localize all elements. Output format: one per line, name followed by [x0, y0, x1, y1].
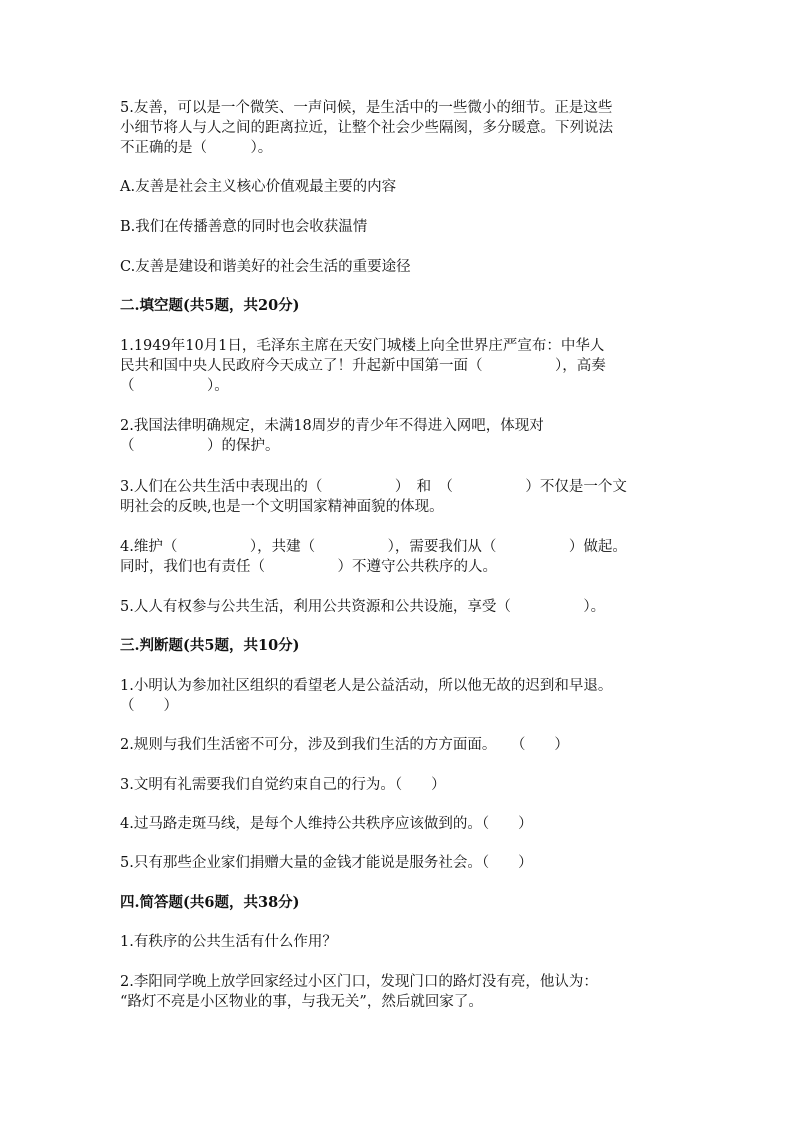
fill-q1-line-1: 1.1949年10月1日，毛泽东主席在天安门城楼上向全世界庄严宣布：中华人 [120, 338, 605, 354]
judge-q5-line-1: 5.只有那些企业家们捐赠大量的金钱才能说是服务社会。（ ） [120, 855, 533, 871]
judge-question-5 [120, 853, 680, 873]
fill-q4-line-1: 4.维护（ ），共建（ ），需要我们从（ ）做起。 [120, 539, 627, 555]
section-3-title-text: 三.判断题(共5题，共10分) [120, 637, 300, 654]
judge-question-1 [120, 676, 680, 716]
question-5-line-3: 不正确的是（ ）。 [120, 140, 273, 156]
fill-q5-line-1: 5.人人有权参与公共生活，利用公共资源和公共设施，享受（ ）。 [120, 599, 606, 615]
judge-q1-line-2: （ ） [120, 698, 178, 714]
fill-q2-line-2: （ ）的保护。 [120, 438, 280, 454]
question-5-line-2: 小细节将人与人之间的距离拉近，让整个社会少些隔阂，多分暖意。下列说法 [120, 120, 613, 136]
section-4-title-text: 四.简答题(共6题，共38分) [120, 894, 300, 911]
short-q2-line-1: 2.李阳同学晚上放学回家经过小区门口，发现门口的路灯没有亮，他认为： [120, 974, 598, 990]
question-5 [120, 98, 680, 158]
fill-q4-line-2: 同时，我们也有责任（ ）不遵守公共秩序的人。 [120, 559, 497, 575]
fill-question-4 [120, 537, 680, 577]
fill-q1-line-3: （ ）。 [120, 378, 229, 394]
judge-q4-line-1: 4.过马路走斑马线，是每个人维持公共秩序应该做到的。（ ） [120, 816, 533, 832]
fill-q2-line-1: 2.我国法律明确规定，未满18周岁的青少年不得进入网吧，体现对 [120, 418, 544, 434]
judge-question-2 [120, 735, 680, 755]
option-a [120, 177, 680, 197]
fill-question-3 [120, 477, 680, 517]
fill-q1-line-2: 民共和国中央人民政府今天成立了！升起新中国第一面（ ），高奏 [120, 358, 606, 374]
section-4-title [120, 893, 680, 913]
judge-question-3 [120, 775, 680, 795]
judge-q3-line-1: 3.文明有礼需要我们自觉约束自己的行为。（ ） [120, 777, 446, 793]
judge-question-4 [120, 814, 680, 834]
section-2-title [120, 296, 680, 316]
question-5-line-1: 5.友善，可以是一个微笑、一声问候，是生活中的一些微小的细节。正是这些 [120, 100, 613, 116]
fill-q3-line-2: 明社会的反映,也是一个文明国家精神面貌的体现。 [120, 499, 444, 515]
section-2-title-text: 二.填空题(共5题，共20分) [120, 297, 300, 314]
judge-q1-line-1: 1.小明认为参加社区组织的看望老人是公益活动，所以他无故的迟到和早退。 [120, 678, 613, 694]
fill-question-2 [120, 416, 680, 456]
fill-q3-line-1: 3.人们在公共生活中表现出的（ ） 和 （ ）不仅是一个文 [120, 479, 627, 495]
option-a-text: A.友善是社会主义核心价值观最主要的内容 [120, 179, 397, 195]
judge-q2-line-1: 2.规则与我们生活密不可分，涉及到我们生活的方方面面。 （ ） [120, 737, 569, 753]
section-3-title [120, 636, 680, 656]
option-c-text: C.友善是建设和谐美好的社会生活的重要途径 [120, 259, 411, 275]
short-q1-line-1: 1.有秩序的公共生活有什么作用？ [120, 934, 337, 950]
option-c [120, 257, 680, 277]
short-question-1 [120, 932, 680, 952]
fill-question-5 [120, 597, 680, 617]
option-b [120, 217, 680, 237]
fill-question-1 [120, 336, 680, 396]
short-q2-line-2: “路灯不亮是小区物业的事，与我无关”，然后就回家了。 [120, 994, 483, 1010]
short-question-2 [120, 972, 680, 1012]
option-b-text: B.我们在传播善意的同时也会收获温情 [120, 219, 368, 235]
